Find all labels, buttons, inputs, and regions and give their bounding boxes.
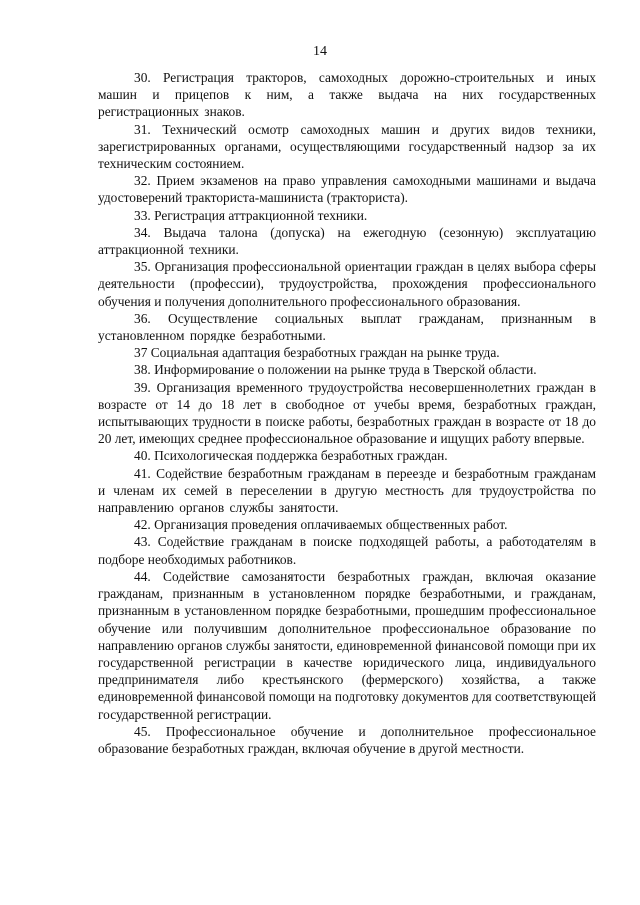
document-body — [98, 69, 596, 757]
paragraph-item-38: 38. Информирование о положении на рынке труда в Тверской области. — [134, 362, 537, 378]
paragraph-item-44: 44. Содействие самозанятости безработных граждан, включая оказание гражданам, признанным в установленном порядке безработными, и гражданам, признанным в установленном порядке безработными, прошедшим профессиональное обучение или получившим дополнительное профессиональное образование по направлению органов службы занятости, единовременной финансовой помощи при их государственной регистрации в качестве юридического лица, индивидуального предпринимателя либо крестьянского (фермерского) хозяйства, а также единовременной финансовой помощи на подготовку документов для соответствующей государственной регистрации. — [98, 568, 596, 722]
paragraph-item-36: 36. Осуществление социальных выплат гражданам, признанным в установленном порядке безработными. — [98, 310, 596, 344]
paragraph-item-42: 42. Организация проведения оплачиваемых общественных работ. — [134, 517, 508, 533]
paragraph-item-32: 32. Прием экзаменов на право управления самоходными машинами и выдача удостоверений тракториста-машиниста (тракториста). — [98, 173, 596, 206]
paragraph-item-39: 39. Организация временного трудоустройства несовершеннолетних граждан в возрасте от 14 до 18 лет в свободное от учебы время, безработных граждан, испытывающих трудности в поиске работы, безработных граждан в возрасте от 18 до 20 лет, имеющих среднее профессиональное образование и ищущих работу впервые. — [98, 379, 596, 447]
paragraph-item-41: 41. Содействие безработным гражданам в переезде и безработным гражданам и членам их семей в переселении в другую местность для трудоустройства по направлению органов службы занятости. — [98, 465, 596, 516]
paragraph-item-43: 43. Содействие гражданам в поиске подходящей работы, а работодателям в подборе необходимых работников. — [98, 534, 596, 567]
paragraph-item-35: 35. Организация профессиональной ориентации граждан в целях выбора сферы деятельности (профессии), трудоустройства, прохождения профессионального обучения и получения дополнительного профессионального образования. — [98, 259, 596, 309]
paragraph-item-45: 45. Профессиональное обучение и дополнительное профессиональное образование безработных граждан, включая обучение в другой местности. — [98, 723, 596, 756]
paragraph-item-33: 33. Регистрация аттракционной техники. — [134, 207, 368, 223]
page-number: 14 — [313, 44, 327, 59]
paragraph-item-31: 31. Технический осмотр самоходных машин и других видов техники, зарегистрированных органами, осуществляющими государственный надзор за их техническим состоянием. — [98, 121, 596, 172]
paragraph-item-37: 37 Социальная адаптация безработных граждан на рынке труда. — [134, 345, 500, 361]
paragraph-item-34: 34. Выдача талона (допуска) на ежегодную (сезонную) эксплуатацию аттракционной техники. — [98, 224, 596, 258]
paragraph-item-30: 30. Регистрация тракторов, самоходных дорожно-строительных и иных машин и прицепов к ним, а также выдача на них государственных регистрационных знаков. — [98, 70, 596, 120]
paragraph-item-40: 40. Психологическая поддержка безработных граждан. — [134, 448, 448, 464]
